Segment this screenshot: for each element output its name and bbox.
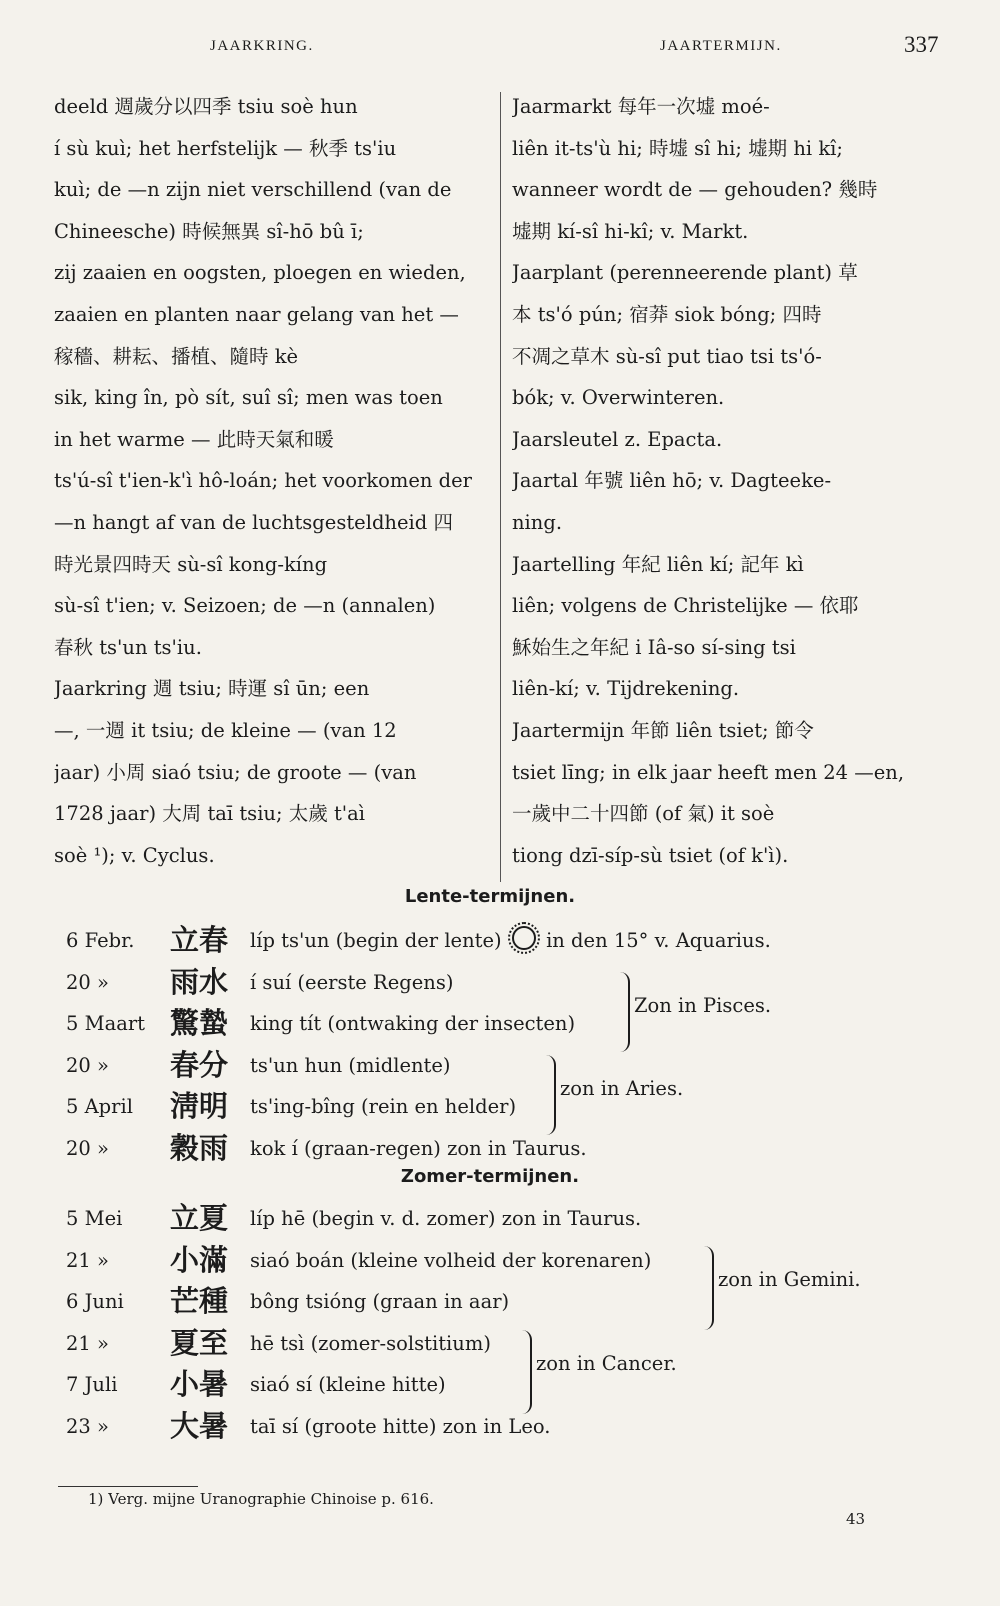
text-line: 1728 jaar) 大周 taī tsiu; 太歲 t'aì xyxy=(54,802,366,826)
brace-mark xyxy=(520,1330,532,1414)
entry-jaarsleutel: Jaarsleutel z. Epacta. xyxy=(512,427,723,451)
right-column xyxy=(512,86,942,876)
table-row xyxy=(66,962,966,1004)
brace-mark xyxy=(702,1246,714,1330)
zomer-table xyxy=(66,1198,966,1447)
term-description: bông tsióng (graan in aar) xyxy=(250,1290,510,1313)
table-row xyxy=(66,1086,966,1128)
brace-mark xyxy=(618,972,630,1052)
table-row xyxy=(66,1198,966,1240)
table-row xyxy=(66,1128,966,1170)
text-line: sù-sî t'ien; v. Seizoen; de —n (annalen) xyxy=(54,594,436,618)
text-line: 穌始生之年紀 i Iâ-so sí-sing tsi xyxy=(512,635,796,659)
term-characters: 夏至 xyxy=(170,1325,229,1360)
text-line: 稼穡、耕耘、播植、隨時 kè xyxy=(54,344,299,368)
term-characters: 淸明 xyxy=(170,1089,229,1123)
section-title-zomer: Zomer-termijnen. xyxy=(400,1166,580,1187)
entry-jaartal: Jaartal 年號 liên hō; v. Dagteeke- xyxy=(512,469,832,493)
table-row xyxy=(66,1003,966,1045)
text-line: jaar) 小周 siaó tsiu; de groote — (van xyxy=(54,760,417,784)
footnote: 1) Verg. mijne Uranographie Chinoise p. 616. xyxy=(88,1490,434,1508)
term-characters: 芒種 xyxy=(170,1284,229,1318)
term-description xyxy=(250,920,771,962)
text-line: wanneer wordt de — gehouden? 幾時 xyxy=(512,178,878,202)
term-date: 20 » xyxy=(66,1053,109,1077)
text-line: liên it-ts'ù hi; 時墟 sî hi; 墟期 hi kî; xyxy=(512,136,843,160)
text-line: 一歲中二十四節 (of 氣) it soè xyxy=(512,802,775,826)
term-date: 20 » xyxy=(66,970,109,994)
text-line: in het warme — 此時天氣和暖 xyxy=(54,427,334,451)
brace-mark xyxy=(544,1055,556,1135)
text-line: deeld 週歲分以四季 tsiu soè hun xyxy=(54,95,358,118)
term-date: 21 » xyxy=(66,1331,109,1355)
running-head-left: JAARKRING. xyxy=(210,38,314,54)
text-line: zaaien en planten naar gelang van het — xyxy=(54,302,459,326)
text-line: 時光景四時天 sù-sî kong-kíng xyxy=(54,552,328,576)
text-line: Chineesche) 時候無異 sî-hō bû ī; xyxy=(54,219,364,243)
table-row xyxy=(66,1406,966,1448)
term-characters: 穀雨 xyxy=(170,1130,229,1165)
entry-jaarkring: Jaarkring 週 tsiu; 時運 sî ūn; een xyxy=(54,677,370,701)
term-date: 23 » xyxy=(66,1414,109,1438)
table-row xyxy=(66,920,966,962)
term-characters: 春分 xyxy=(170,1047,229,1082)
text-line: bók; v. Overwinteren. xyxy=(512,386,725,410)
entry-jaartermijn: Jaartermijn 年節 liên tsiet; 節令 xyxy=(512,718,814,742)
text-line: soè ¹); v. Cyclus. xyxy=(54,843,215,867)
text-line: zij zaaien en oogsten, ploegen en wieden, xyxy=(54,261,466,285)
brace-label: zon in Cancer. xyxy=(536,1352,677,1375)
brace-label: zon in Aries. xyxy=(560,1077,684,1100)
column-divider xyxy=(500,92,501,882)
text-line: ning. xyxy=(512,510,563,534)
term-characters: 小滿 xyxy=(170,1242,229,1277)
term-description: hē tsì (zomer-solstitium) xyxy=(250,1331,491,1355)
term-characters: 驚蟄 xyxy=(170,1006,229,1040)
table-row xyxy=(66,1045,966,1087)
term-date: 5 Mei xyxy=(66,1207,123,1230)
term-date: 5 April xyxy=(66,1095,133,1118)
term-note: in den 15° v. Aquarius. xyxy=(546,929,771,952)
term-date: 21 » xyxy=(66,1248,109,1272)
term-characters: 小暑 xyxy=(170,1367,229,1401)
term-description: siaó boán (kleine volheid der korenaren) xyxy=(250,1248,652,1272)
term-description: ts'ing-bîng (rein en helder) xyxy=(250,1095,517,1118)
brace-label: zon in Gemini. xyxy=(718,1268,861,1291)
term-date: 6 Febr. xyxy=(66,929,135,952)
term-characters: 立春 xyxy=(170,923,229,957)
text-line: kuì; de —n zijn niet verschillend (van de xyxy=(54,178,452,202)
text-line: 不凋之草木 sù-sî put tiao tsi ts'ó- xyxy=(512,344,822,368)
signature-mark: 43 xyxy=(846,1510,866,1528)
sun-icon xyxy=(512,926,536,950)
section-title-lente: Lente-termijnen. xyxy=(404,886,576,907)
text-line: í sù kuì; het herfstelijk — 秋季 ts'iu xyxy=(54,136,397,160)
table-row xyxy=(66,1364,966,1406)
term-date: 20 » xyxy=(66,1136,109,1160)
text-line: —, 一週 it tsiu; de kleine — (van 12 xyxy=(54,718,397,742)
term-description: siaó sí (kleine hitte) xyxy=(250,1373,446,1396)
term-description: taī sí (groote hitte) zon in Leo. xyxy=(250,1414,551,1438)
text-line: 本 ts'ó pún; 宿莽 siok bóng; 四時 xyxy=(512,302,822,326)
term-date: 6 Juni xyxy=(66,1290,124,1313)
text-line: 春秋 ts'un ts'iu. xyxy=(54,635,202,659)
text-line: tsiet līng; in elk jaar heeft men 24 —en, xyxy=(512,760,905,784)
lente-table xyxy=(66,920,966,1169)
entry-jaarmarkt: Jaarmarkt 每年一次墟 moé- xyxy=(512,95,770,118)
term-date: 5 Maart xyxy=(66,1012,145,1035)
text-line: tiong dzī-síp-sù tsiet (of k'ì). xyxy=(512,843,789,867)
term-characters: 立夏 xyxy=(170,1201,229,1235)
footnote-rule xyxy=(58,1486,198,1487)
term-description: í suí (eerste Regens) xyxy=(250,970,454,994)
text-line: sik, king în, pò sít, suî sî; men was toen xyxy=(54,386,443,410)
text-line: liên; volgens de Christelijke — 依耶 xyxy=(512,594,859,618)
text-line: liên-kí; v. Tijdrekening. xyxy=(512,677,740,701)
entry-jaarplant: Jaarplant (perenneerende plant) 草 xyxy=(512,261,858,285)
term-characters: 大暑 xyxy=(170,1408,229,1443)
term-description: kok í (graan-regen) zon in Taurus. xyxy=(250,1136,587,1160)
text-line: ts'ú-sî t'ien-k'ì hô-loán; het voorkomen der xyxy=(54,469,472,493)
term-characters: 雨水 xyxy=(170,964,229,999)
brace-label: Zon in Pisces. xyxy=(634,994,772,1017)
term-description: líp hē (begin v. d. zomer) zon in Taurus. xyxy=(250,1207,642,1230)
page-number: 337 xyxy=(904,32,939,57)
text-line: —n hangt af van de luchtsgesteldheid 四 xyxy=(54,510,453,534)
running-head-right: JAARTERMIJN. xyxy=(660,38,782,54)
term-text: líp ts'un (begin der lente) xyxy=(250,929,502,952)
term-date: 7 Juli xyxy=(66,1373,118,1396)
entry-jaartelling: Jaartelling 年紀 liên kí; 記年 kì xyxy=(512,552,804,576)
text-line: 墟期 kí-sî hi-kî; v. Markt. xyxy=(512,219,749,243)
term-description: king tít (ontwaking der insecten) xyxy=(250,1012,576,1035)
term-description: ts'un hun (midlente) xyxy=(250,1053,451,1077)
left-column xyxy=(54,86,490,876)
table-row xyxy=(66,1323,966,1365)
